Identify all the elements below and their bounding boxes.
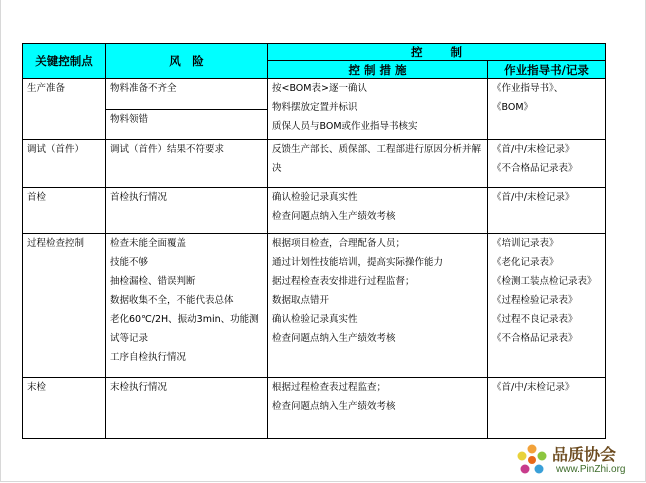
key-point-cell: 生产准备 [23,79,106,140]
key-point-cell: 调试（首件） [23,140,106,188]
record-line: 《首/中/末检记录》 [492,382,575,393]
measure-line: 检查问题点纳入生产绩效考核 [272,211,396,222]
risk-line: 老化60℃/2H、振动3min、功能测试等记录 [110,314,259,344]
measure-line: 确认检验记录真实性 [272,314,358,325]
record-line: 《首/中/末检记录》 [492,144,575,155]
record-line: 《培训记录表》 [492,238,559,249]
risk-line: 工序自检执行情况 [110,352,187,363]
record-line: 《首/中/末检记录》 [492,192,575,203]
risk-line: 首检执行情况 [110,192,168,203]
measure-line: 检查问题点纳入生产绩效考核 [272,333,396,344]
risk-cell [106,188,268,234]
measure-line: 物料摆放定置并标识 [272,102,358,113]
record-line: 《BOM》 [492,102,534,113]
risk-cell [106,378,268,439]
key-point-cell: 过程检查控制 [23,234,106,378]
measure-line: 反馈生产部长、质保部、工程部进行原因分析并解决 [272,144,482,174]
header-control-measures: 控 制 措 施 [268,61,488,79]
measure-line: 确认检验记录真实性 [272,192,358,203]
records-cell [488,234,606,378]
key-point-cell: 首检 [23,188,106,234]
records-cell [488,79,606,140]
record-line: 《作业指导书》、 [492,83,564,94]
measure-line: 数据取点错开 [272,295,330,306]
measure-line: 检查问题点纳入生产绩效考核 [272,401,396,412]
record-line: 《不合格品记录表》 [492,333,578,344]
measure-line: 通过计划性技能培训，提高实际操作能力 [272,257,444,268]
watermark-title: 品质协会 [552,445,617,464]
measure-line: 按<BOM表>逐一确认 [272,83,367,94]
header-records: 作业指导书/记录 [488,61,606,79]
measures-cell [268,188,488,234]
measures-cell [268,79,488,140]
risk-line: 末检执行情况 [110,382,168,393]
record-line: 《过程不良记录表》 [492,314,578,325]
risk-line: 数据收集不全，不能代表总体 [110,295,234,306]
header-key-point: 关键控制点 [23,44,106,79]
measures-cell [268,140,488,188]
header-control: 控制 [268,44,606,61]
control-table [22,43,606,439]
measure-line: 根据项目检查，合理配备人员； [272,238,406,249]
risk-cell [106,140,268,188]
key-point-cell: 末检 [23,378,106,439]
risk-line: 调试（首件）结果不符要求 [110,144,225,155]
risk-line: 技能不够 [110,257,149,268]
records-cell [488,188,606,234]
risk-line: 抽检漏检、错误判断 [110,276,196,287]
record-line: 《不合格品记录表》 [492,163,578,174]
records-cell [488,140,606,188]
measures-cell [268,378,488,439]
header-risk: 风 险 [106,44,268,79]
records-cell [488,378,606,439]
measure-line: 质保人员与BOM或作业指导书核实 [272,121,418,132]
measure-line: 据过程检查表安排进行过程监督； [272,276,415,287]
watermark-url: www.PinZhi.org [556,464,626,475]
record-line: 《检测工装点检记录表》 [492,276,597,287]
risk-line: 检查未能全面覆盖 [110,238,187,249]
watermark [512,440,640,480]
measures-cell [268,234,488,378]
record-line: 《过程检验记录表》 [492,295,578,306]
risk-cell: 物料准备不齐全 [106,79,268,110]
record-line: 《老化记录表》 [492,257,559,268]
risk-cell [106,234,268,378]
measure-line: 根据过程检查表过程监查； [272,382,387,393]
flower-logo-icon [512,440,552,480]
risk-cell: 物料领错 [106,110,268,140]
